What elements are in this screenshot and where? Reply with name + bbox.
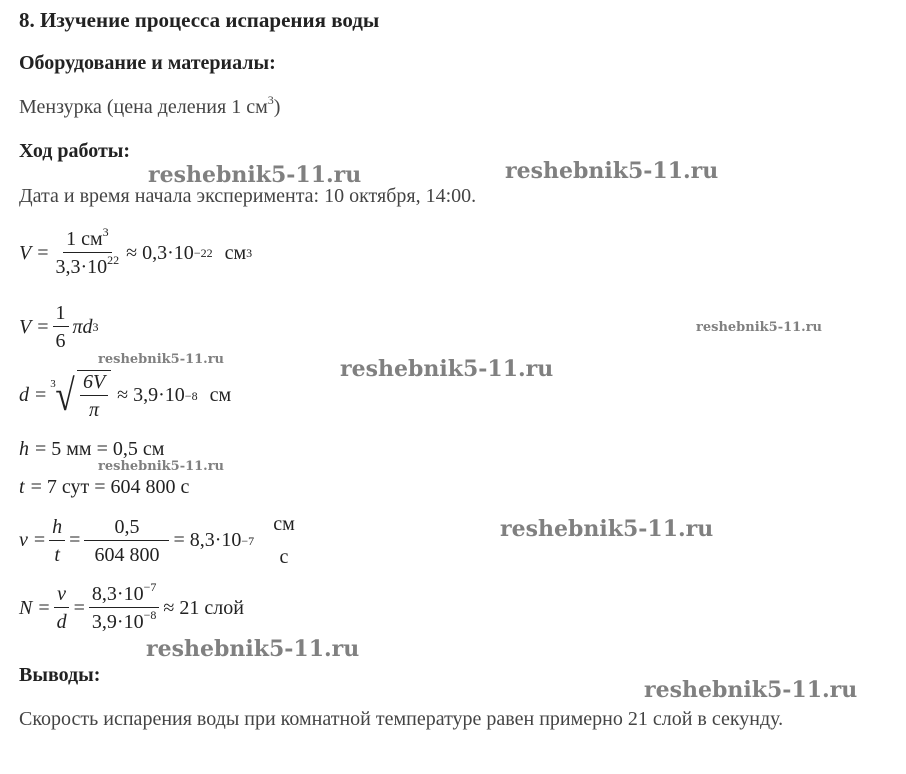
formula-lhs: V xyxy=(19,241,32,264)
equipment-text xyxy=(19,93,281,119)
fraction-numerator: 1 xyxy=(53,302,69,327)
formula-height xyxy=(19,438,164,461)
page-title: 8. Изучение процесса испарения воды xyxy=(19,8,380,32)
fraction-denominator: 604 800 xyxy=(94,543,160,566)
watermark: reshebnik5-11.ru xyxy=(500,516,714,542)
numerator-sup: 3 xyxy=(102,225,109,239)
denominator-sup: 22 xyxy=(107,253,120,267)
formula-lhs: h xyxy=(19,438,29,460)
formula-layers: N = $\frac{v}{d}$ = $\frac{8,3\cdot 10^{-7}}{3,9\cdot 10^{-8}}$ ≈ 21 слой xyxy=(19,580,244,633)
equipment-heading: Оборудование и материалы: xyxy=(19,52,276,74)
unit-numerator: см xyxy=(273,513,295,535)
experiment-start-text: Дата и время начала эксперимента: 10 октября, 14:00. xyxy=(19,185,477,207)
watermark: reshebnik5-11.ru xyxy=(644,677,858,703)
formula-lhs: v xyxy=(19,529,28,551)
conclusions-text: Скорость испарения воды при комнатной температуре равен примерно 21 слой в секунду. xyxy=(19,708,784,730)
fraction xyxy=(53,302,69,352)
formula-lhs: d xyxy=(19,384,29,406)
watermark: reshebnik5-11.ru xyxy=(146,636,360,662)
formula-rhs: ≈ 0,3·10 xyxy=(126,241,194,264)
formula-rhs: = 5 мм = 0,5 см xyxy=(35,438,165,460)
fraction-denominator: π xyxy=(89,399,100,421)
unit-denominator: с xyxy=(279,546,289,568)
watermark: reshebnik5-11.ru xyxy=(340,356,554,382)
fraction-denominator: 6 xyxy=(55,330,66,352)
fraction-denominator: t xyxy=(54,543,60,566)
formula-unit: см xyxy=(209,384,232,406)
fraction xyxy=(54,583,70,633)
denominator-sup: −8 xyxy=(143,608,157,622)
procedure-heading: Ход работы: xyxy=(19,140,131,162)
fraction-numerator: h xyxy=(52,515,63,538)
watermark: reshebnik5-11.ru xyxy=(696,320,823,335)
radical-sign: √ xyxy=(55,370,75,420)
formula-rhs: ≈ 21 слой xyxy=(163,596,244,619)
formula-volume-sphere: V = $\frac{1}{6}$ πd 3 xyxy=(19,302,99,352)
cube-root xyxy=(50,370,111,421)
watermark: reshebnik5-11.ru xyxy=(148,162,362,188)
fraction-denominator: 3,9·10 xyxy=(91,611,144,633)
numerator-sup: −7 xyxy=(143,580,157,594)
watermark: reshebnik5-11.ru xyxy=(98,459,225,474)
formula-rhs: = 7 сут = 604 800 с xyxy=(30,476,190,498)
fraction-denominator: 3,3·10 xyxy=(55,256,108,278)
formula-speed: v = $\frac{h}{t}$ = $\frac{0,5}{604 800}$ = 8,3·10 −7 см с xyxy=(19,513,302,568)
formula-lhs: t xyxy=(19,476,25,498)
formula-unit: см xyxy=(224,241,247,264)
equipment-text-end: ) xyxy=(273,96,281,118)
root-index: 3 xyxy=(50,377,56,390)
formula-time xyxy=(19,476,189,499)
fraction xyxy=(53,225,123,278)
fraction-numerator: 0,5 xyxy=(84,516,169,541)
formula-rhs: πd xyxy=(72,315,93,338)
formula-rhs: = 8,3·10 xyxy=(173,529,242,551)
conclusions-heading: Выводы: xyxy=(19,664,101,686)
formula-volume-molecule: V = $\frac{1 см^3}{3,3\cdot 10^{22}}$ ≈ 0,3·10 −22 см 3 xyxy=(19,225,253,278)
fraction-denominator: d xyxy=(56,611,67,633)
formula-diameter: d = 3 √ $\frac{6V}{\pi}$ ≈ 3,9·10 −8 см xyxy=(19,370,232,421)
formula-lhs: V xyxy=(19,315,32,338)
fraction-numerator: 6V xyxy=(82,371,106,393)
fraction xyxy=(84,516,169,566)
fraction xyxy=(89,580,159,633)
fraction-numerator: 8,3·10 xyxy=(91,583,144,605)
unit-fraction xyxy=(270,513,298,568)
fraction-numerator: v xyxy=(57,583,67,605)
formula-lhs: N xyxy=(19,596,33,619)
formula-rhs: ≈ 3,9·10 xyxy=(117,384,185,406)
equipment-sup: 3 xyxy=(267,93,274,107)
fraction-numerator: 1 см xyxy=(66,228,103,250)
watermark: reshebnik5-11.ru xyxy=(98,352,225,367)
watermark: reshebnik5-11.ru xyxy=(505,158,719,184)
equipment-text-main: Мензурка (цена деления 1 см xyxy=(19,96,268,118)
fraction xyxy=(49,516,65,566)
